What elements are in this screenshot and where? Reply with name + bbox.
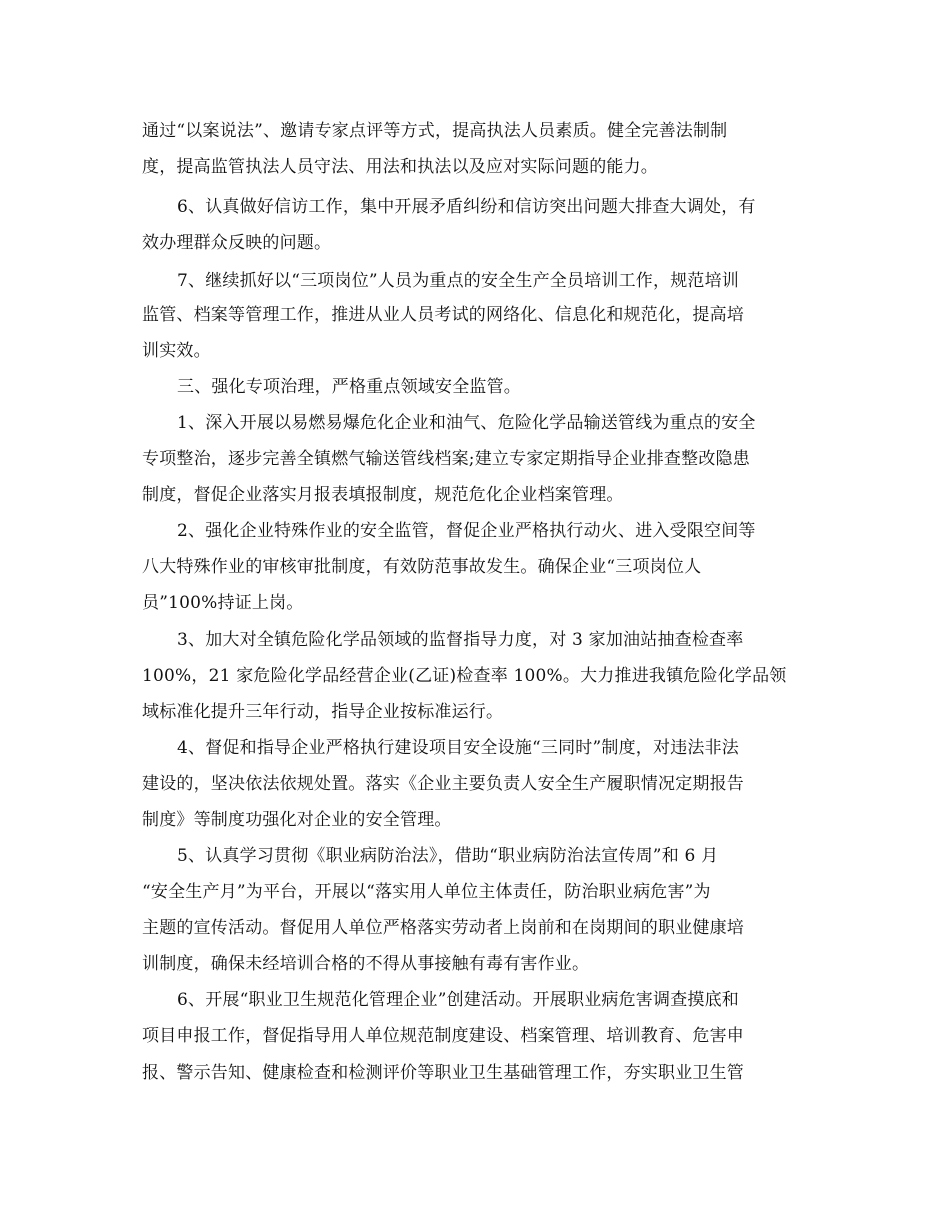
text-line: 报、警示告知、健康检查和检测评价等职业卫生基础管理工作，夯实职业卫生管 xyxy=(142,1063,744,1083)
text-line: 2、强化企业特殊作业的安全监管，督促企业严格执行动火、进入受限空间等 xyxy=(177,521,756,541)
text-line: 6、开展“职业卫生规范化管理企业”创建活动。开展职业病危害调查摸底和 xyxy=(177,990,739,1010)
text-line: 八大特殊作业的审核审批制度，有效防范事故发生。确保企业“三项岗位人 xyxy=(142,557,702,577)
text-line: 6、认真做好信访工作，集中开展矛盾纠纷和信访突出问题大排查大调处，有 xyxy=(177,197,756,217)
text-line: “安全生产月”为平台，开展以“落实用人单位主体责任，防治职业病危害”为 xyxy=(142,882,711,902)
text-line: 训制度，确保未经培训合格的不得从事接触有毒有害作业。 xyxy=(142,954,590,974)
text-line: 100%，21 家危险化学品经营企业(乙证)检查率 100%。大力推进我镇危险化学品领 xyxy=(142,666,787,686)
text-line: 通过“以案说法”、邀请专家点评等方式，提高执法人员素质。健全完善法制制 xyxy=(142,121,728,141)
text-line: 制度，督促企业落实月报表填报制度，规范危化企业档案管理。 xyxy=(142,485,624,505)
text-line: 5、认真学习贯彻《职业病防治法》，借助“职业病防治法宣传周”和 6 月 xyxy=(177,846,719,866)
text-line: 员”100%持证上岗。 xyxy=(142,593,304,613)
text-line: 制度》等制度功强化对企业的安全管理。 xyxy=(142,810,452,830)
text-line: 效办理群众反映的问题。 xyxy=(142,233,332,253)
text-line: 建设的，坚决依法依规处置。落实《企业主要负责人安全生产履职情况定期报告 xyxy=(142,774,744,794)
section-heading: 三、强化专项治理，严格重点领域安全监管。 xyxy=(177,377,521,397)
text-line: 3、加大对全镇危险化学品领域的监督指导力度，对 3 家加油站抽查检查率 xyxy=(177,630,744,650)
text-line: 监管、档案等管理工作，推进从业人员考试的网络化、信息化和规范化，提高培 xyxy=(142,305,744,325)
text-line: 度，提高监管执法人员守法、用法和执法以及应对实际问题的能力。 xyxy=(142,157,658,177)
text-line: 4、督促和指导企业严格执行建设项目安全设施“三同时”制度，对违法非法 xyxy=(177,738,739,758)
text-line: 训实效。 xyxy=(142,341,211,361)
text-line: 专项整治，逐步完善全镇燃气输送管线档案;建立专家定期指导企业排查整改隐患 xyxy=(142,449,750,469)
text-line: 域标准化提升三年行动，指导企业按标准运行。 xyxy=(142,702,504,722)
text-line: 7、继续抓好以“三项岗位”人员为重点的安全生产全员培训工作，规范培训 xyxy=(177,271,739,291)
text-line: 项目申报工作，督促指导用人单位规范制度建设、档案管理、培训教育、危害申 xyxy=(142,1026,744,1046)
text-line: 1、深入开展以易燃易爆危化企业和油气、危险化学品输送管线为重点的安全 xyxy=(177,413,756,433)
text-line: 主题的宣传活动。督促用人单位严格落实劳动者上岗前和在岗期间的职业健康培 xyxy=(142,918,744,938)
